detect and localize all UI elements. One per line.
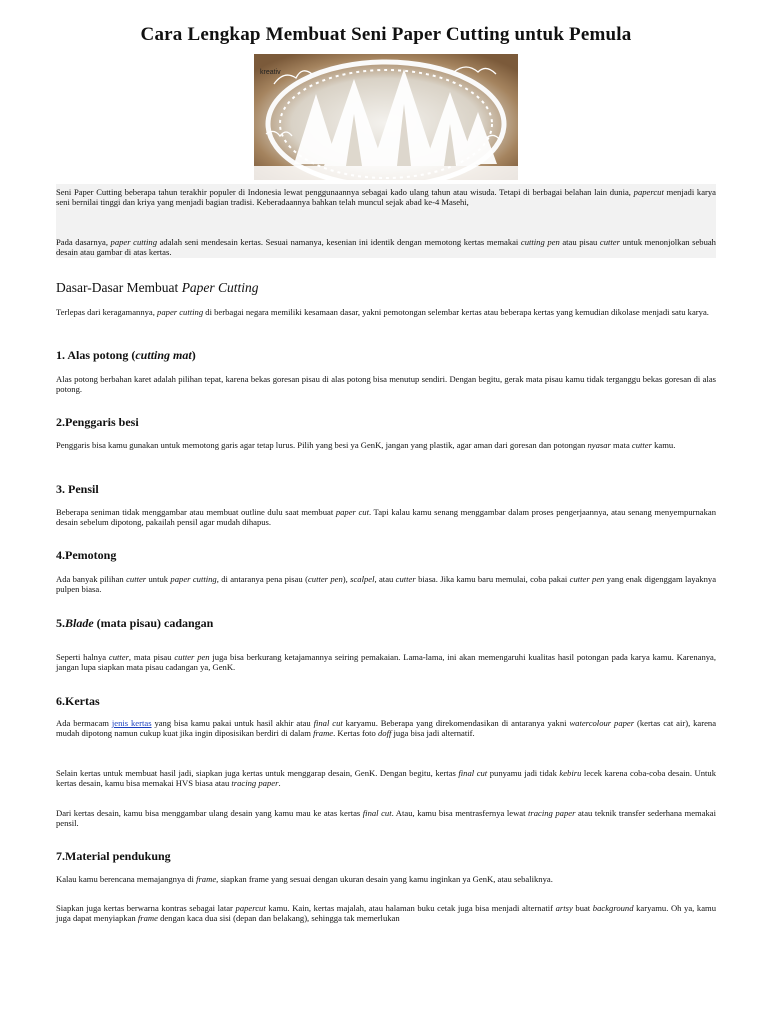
intro-box (56, 184, 716, 258)
article-title: Cara Lengkap Membuat Seni Paper Cutting untuk Pemula (140, 24, 632, 45)
item-heading-3: 3. Pensil (56, 482, 99, 496)
item-paragraph-1: Alas potong berbahan karet adalah pilihan tepat, karena bekas goresan pisau di alas potong bisa menutup sendiri. Dengan begitu, gerak mata pisau kamu tidak terganggu bekas goresan di alas potong. (56, 374, 716, 395)
item-paragraph-6c: Dari kertas desain, kamu bisa menggambar ulang desain yang kamu mau ke atas kertas final cut. Atau, kamu bisa mentrasfernya lewat tracing paper atau teknik transfer sederhana memakai pensil. (56, 808, 717, 829)
papercut-artwork-image (254, 54, 518, 180)
jenis-kertas-link[interactable]: jenis kertas (111, 718, 152, 728)
item-paragraph-5: Seperti halnya cutter, mata pisau cutter pen juga bisa berkurang ketajamannya seiring pemakaian. Lama-lama, ini akan memengaruhi kualitas hasil potongan pada karya kamu. Karenanya, jangan lupa siapkan mata pisau cadangan ya, GenK. (56, 652, 716, 673)
section-heading: Dasar-Dasar Membuat Paper Cutting (56, 280, 259, 295)
hero-image (254, 54, 518, 180)
item-paragraph-2: Penggaris bisa kamu gunakan untuk memotong garis agar tetap lurus. Pilih yang besi ya GenK, jangan yang plastik, agar aman dari goresan dan potongan nyasar mata cutter kamu. (56, 440, 676, 450)
item-paragraph-6a: Ada bermacam jenis kertas yang bisa kamu pakai untuk hasil akhir atau final cut karyamu. Beberapa yang direkomendasikan di antaranya yakni watercolour paper (kertas cat air), karena mudah dipotong namun cukup kuat jika ingin diposisikan berdiri di dalam frame. Kertas foto doff juga bisa jadi alternatif. (56, 718, 717, 739)
image-watermark: kreativ (260, 69, 281, 76)
item-paragraph-7b: Siapkan juga kertas berwarna kontras sebagai latar papercut kamu. Kain, kertas majalah, atau halaman buku cetak juga bisa menjadi alternatif artsy buat background karyamu. Oh ya, kamu juga dapat menyiapkan frame dengan kaca dua sisi (depan dan belakang), sehingga tak memerlukan (56, 903, 717, 924)
item-paragraph-3: Beberapa seniman tidak menggambar atau membuat outline dulu saat membuat paper cut. Tapi kalau kamu senang menggambar dalam proses pengerjaannya, atau senang menyempurnakan desain sebelum dipotong, pakailah pensil agar mudah dihapus. (56, 507, 716, 528)
item-heading-1: 1. Alas potong (cutting mat) (56, 348, 196, 362)
item-heading-7: 7.Material pendukung (56, 849, 171, 863)
section-paragraph: Terlepas dari keragamannya, paper cutting di berbagai negara memiliki kesamaan dasar, yakni pemotongan selembar kertas atau beberapa kertas yang kemudian dikolase menjadi satu karya. (56, 307, 709, 317)
item-heading-2: 2.Penggaris besi (56, 415, 139, 429)
item-heading-5: 5.Blade (mata pisau) cadangan (56, 616, 214, 630)
intro-paragraph-1: Seni Paper Cutting beberapa tahun terakhir populer di Indonesia lewat penggunaannya sebagai kado ulang tahun atau wisuda. Tetapi di berbagai belahan lain dunia, papercut menjadi karya seni bernilai tinggi dan kriya yang menjadi bagian tradisi. Keberadaannya bahkan telah muncul sejak abad ke-4 Masehi, (56, 187, 716, 208)
item-paragraph-4: Ada banyak pilihan cutter untuk paper cutting, di antaranya pena pisau (cutter pen), scalpel, atau cutter biasa. Jika kamu baru memulai, coba pakai cutter pen yang enak digenggam layaknya pulpen biasa. (56, 574, 717, 595)
item-heading-6: 6.Kertas (56, 694, 100, 708)
intro-paragraph-2: Pada dasarnya, paper cutting adalah seni mendesain kertas. Sesuai namanya, kesenian ini identik dengan memotong kertas memakai cutting pen atau pisau cutter untuk menonjolkan sebuah desain atau gambar di atas kertas. (56, 237, 716, 258)
item-paragraph-7a: Kalau kamu berencana memajangnya di frame, siapkan frame yang sesuai dengan ukuran desain yang kamu inginkan ya GenK, atau sebaliknya. (56, 874, 553, 884)
item-heading-4: 4.Pemotong (56, 548, 117, 562)
item-paragraph-6b: Selain kertas untuk membuat hasil jadi, siapkan juga kertas untuk menggarap desain, GenK. Dengan begitu, kertas final cut punyamu jadi tidak kebiru lecek karena coba-coba desain. Untuk kertas desain, kamu bisa memakai HVS biasa atau tracing paper. (56, 768, 716, 789)
